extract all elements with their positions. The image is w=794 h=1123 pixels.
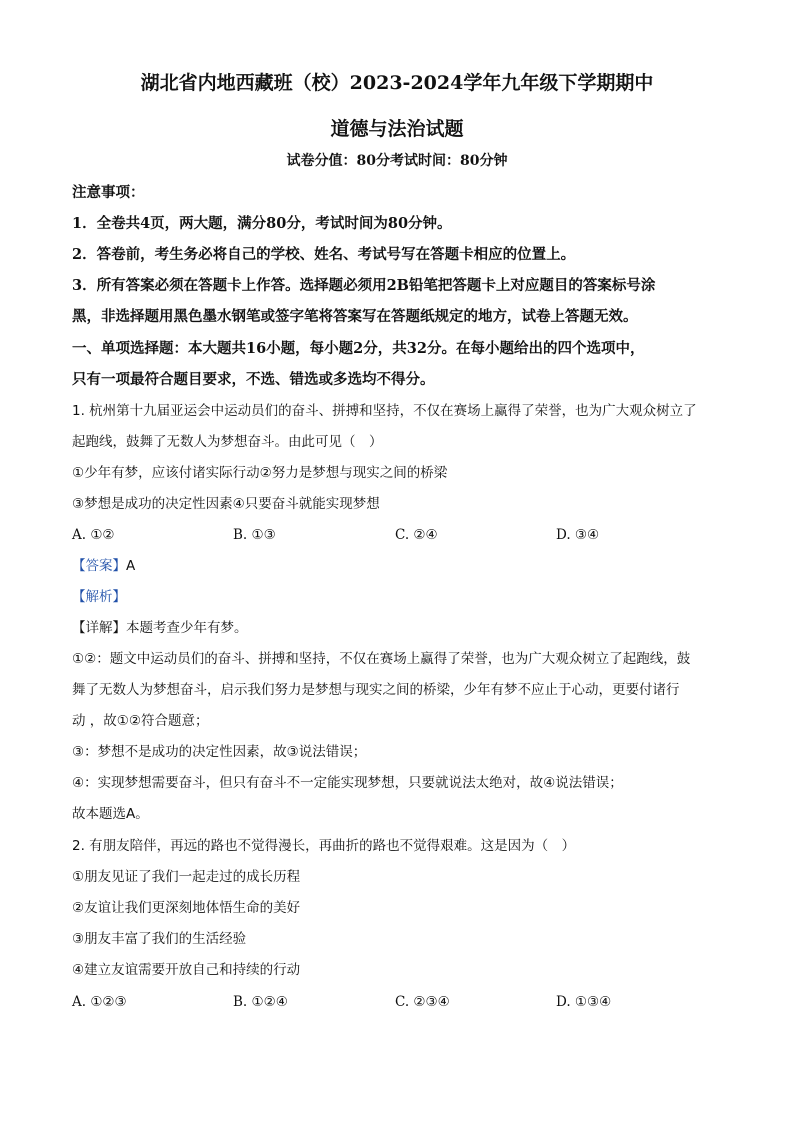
q2-statement-1: ①朋友见证了我们一起走过的成长历程: [72, 869, 301, 885]
q2-statement-4: ④建立友谊需要开放自己和持续的行动: [72, 962, 301, 978]
q2-option-d: D. ①③④: [556, 994, 612, 1010]
notice-item-1: 1．全卷共4页，两大题，满分80分，考试时间为80分钟。: [72, 215, 452, 232]
notice-item-3: 3．所有答案必须在答题卡上作答。选择题必须用2B铅笔把答题卡上对应题目的答案标号涂: [72, 277, 656, 294]
q1-explanation-1-cont: 舞了无数人为梦想奋斗，启示我们努力是梦想与现实之间的桥梁，少年有梦不应止于心动，更要付诸行: [72, 682, 680, 698]
notice-item-3-cont: 黑，非选择题用黑色墨水钢笔或签字笔将答案写在答题纸规定的地方，试卷上答题无效。: [72, 308, 638, 325]
q1-stem: 1. 杭州第十九届亚运会中运动员们的奋斗、拼搏和坚持，不仅在赛场上赢得了荣誉，也为广大观众树立了: [72, 403, 697, 419]
q2-option-c: C. ②③④: [395, 994, 450, 1010]
q1-analysis: [72, 587, 732, 607]
q2-statement-2: ②友谊让我们更深刻地体悟生命的美好: [72, 900, 301, 916]
q1-conclusion: 故本题选A。: [72, 806, 149, 822]
q1-explanation-1: ①②：题文中运动员们的奋斗、拼搏和坚持，不仅在赛场上赢得了荣誉，也为广大观众树立了起跑线，鼓: [72, 651, 691, 667]
detail-text: 本题考查少年有梦。: [126, 620, 248, 636]
exam-info: 试卷分值：80分考试时间：80分钟: [286, 153, 508, 169]
q1-option-a: A. ①②: [72, 527, 115, 543]
page-subtitle: 道德与法治试题: [330, 118, 464, 140]
q1-detail: [72, 618, 732, 638]
q1-explanation-2: ③：梦想不是成功的决定性因素，故③说法错误；: [72, 744, 367, 760]
q1-explanation-3: ④：实现梦想需要奋斗，但只有奋斗不一定能实现梦想，只要就说法太绝对，故④说法错误；: [72, 775, 623, 791]
q1-answer: [72, 556, 732, 576]
q1-stem-cont: 起跑线，鼓舞了无数人为梦想奋斗。由此可见（ ）: [72, 434, 383, 450]
q2-option-a: A. ①②③: [72, 994, 127, 1010]
analysis-tag: 【解析】: [72, 589, 126, 605]
q1-option-d: D. ③④: [556, 527, 600, 543]
q2-option-b: B. ①②④: [233, 994, 288, 1010]
detail-tag: 【详解】: [72, 620, 126, 636]
q1-statement-2: ③梦想是成功的决定性因素④只要奋斗就能实现梦想: [72, 496, 380, 512]
q1-option-c: C. ②④: [395, 527, 438, 543]
notice-heading: 注意事项：: [72, 184, 145, 201]
answer-tag: 【答案】: [72, 558, 126, 574]
notice-item-2: 2．答卷前，考生务必将自己的学校、姓名、考试号写在答题卡相应的位置上。: [72, 246, 576, 263]
q1-explanation-1-end: 动 ，故①②符合题意；: [72, 713, 209, 729]
q2-statement-3: ③朋友丰富了我们的生活经验: [72, 931, 247, 947]
section-heading: 一、单项选择题：本大题共16小题，每小题2分，共32分。在每小题给出的四个选项中，: [72, 340, 645, 357]
answer-value: A: [126, 558, 136, 574]
page-title: 湖北省内地西藏班（校）2023-2024学年九年级下学期期中: [140, 72, 654, 94]
q1-statement-1: ①少年有梦，应该付诸实际行动②努力是梦想与现实之间的桥梁: [72, 465, 448, 481]
section-heading-cont: 只有一项最符合题目要求，不选、错选或多选均不得分。: [72, 371, 435, 388]
q2-stem: 2. 有朋友陪伴，再远的路也不觉得漫长，再曲折的路也不觉得艰难。这是因为（ ）: [72, 838, 576, 854]
q1-option-b: B. ①③: [233, 527, 276, 543]
